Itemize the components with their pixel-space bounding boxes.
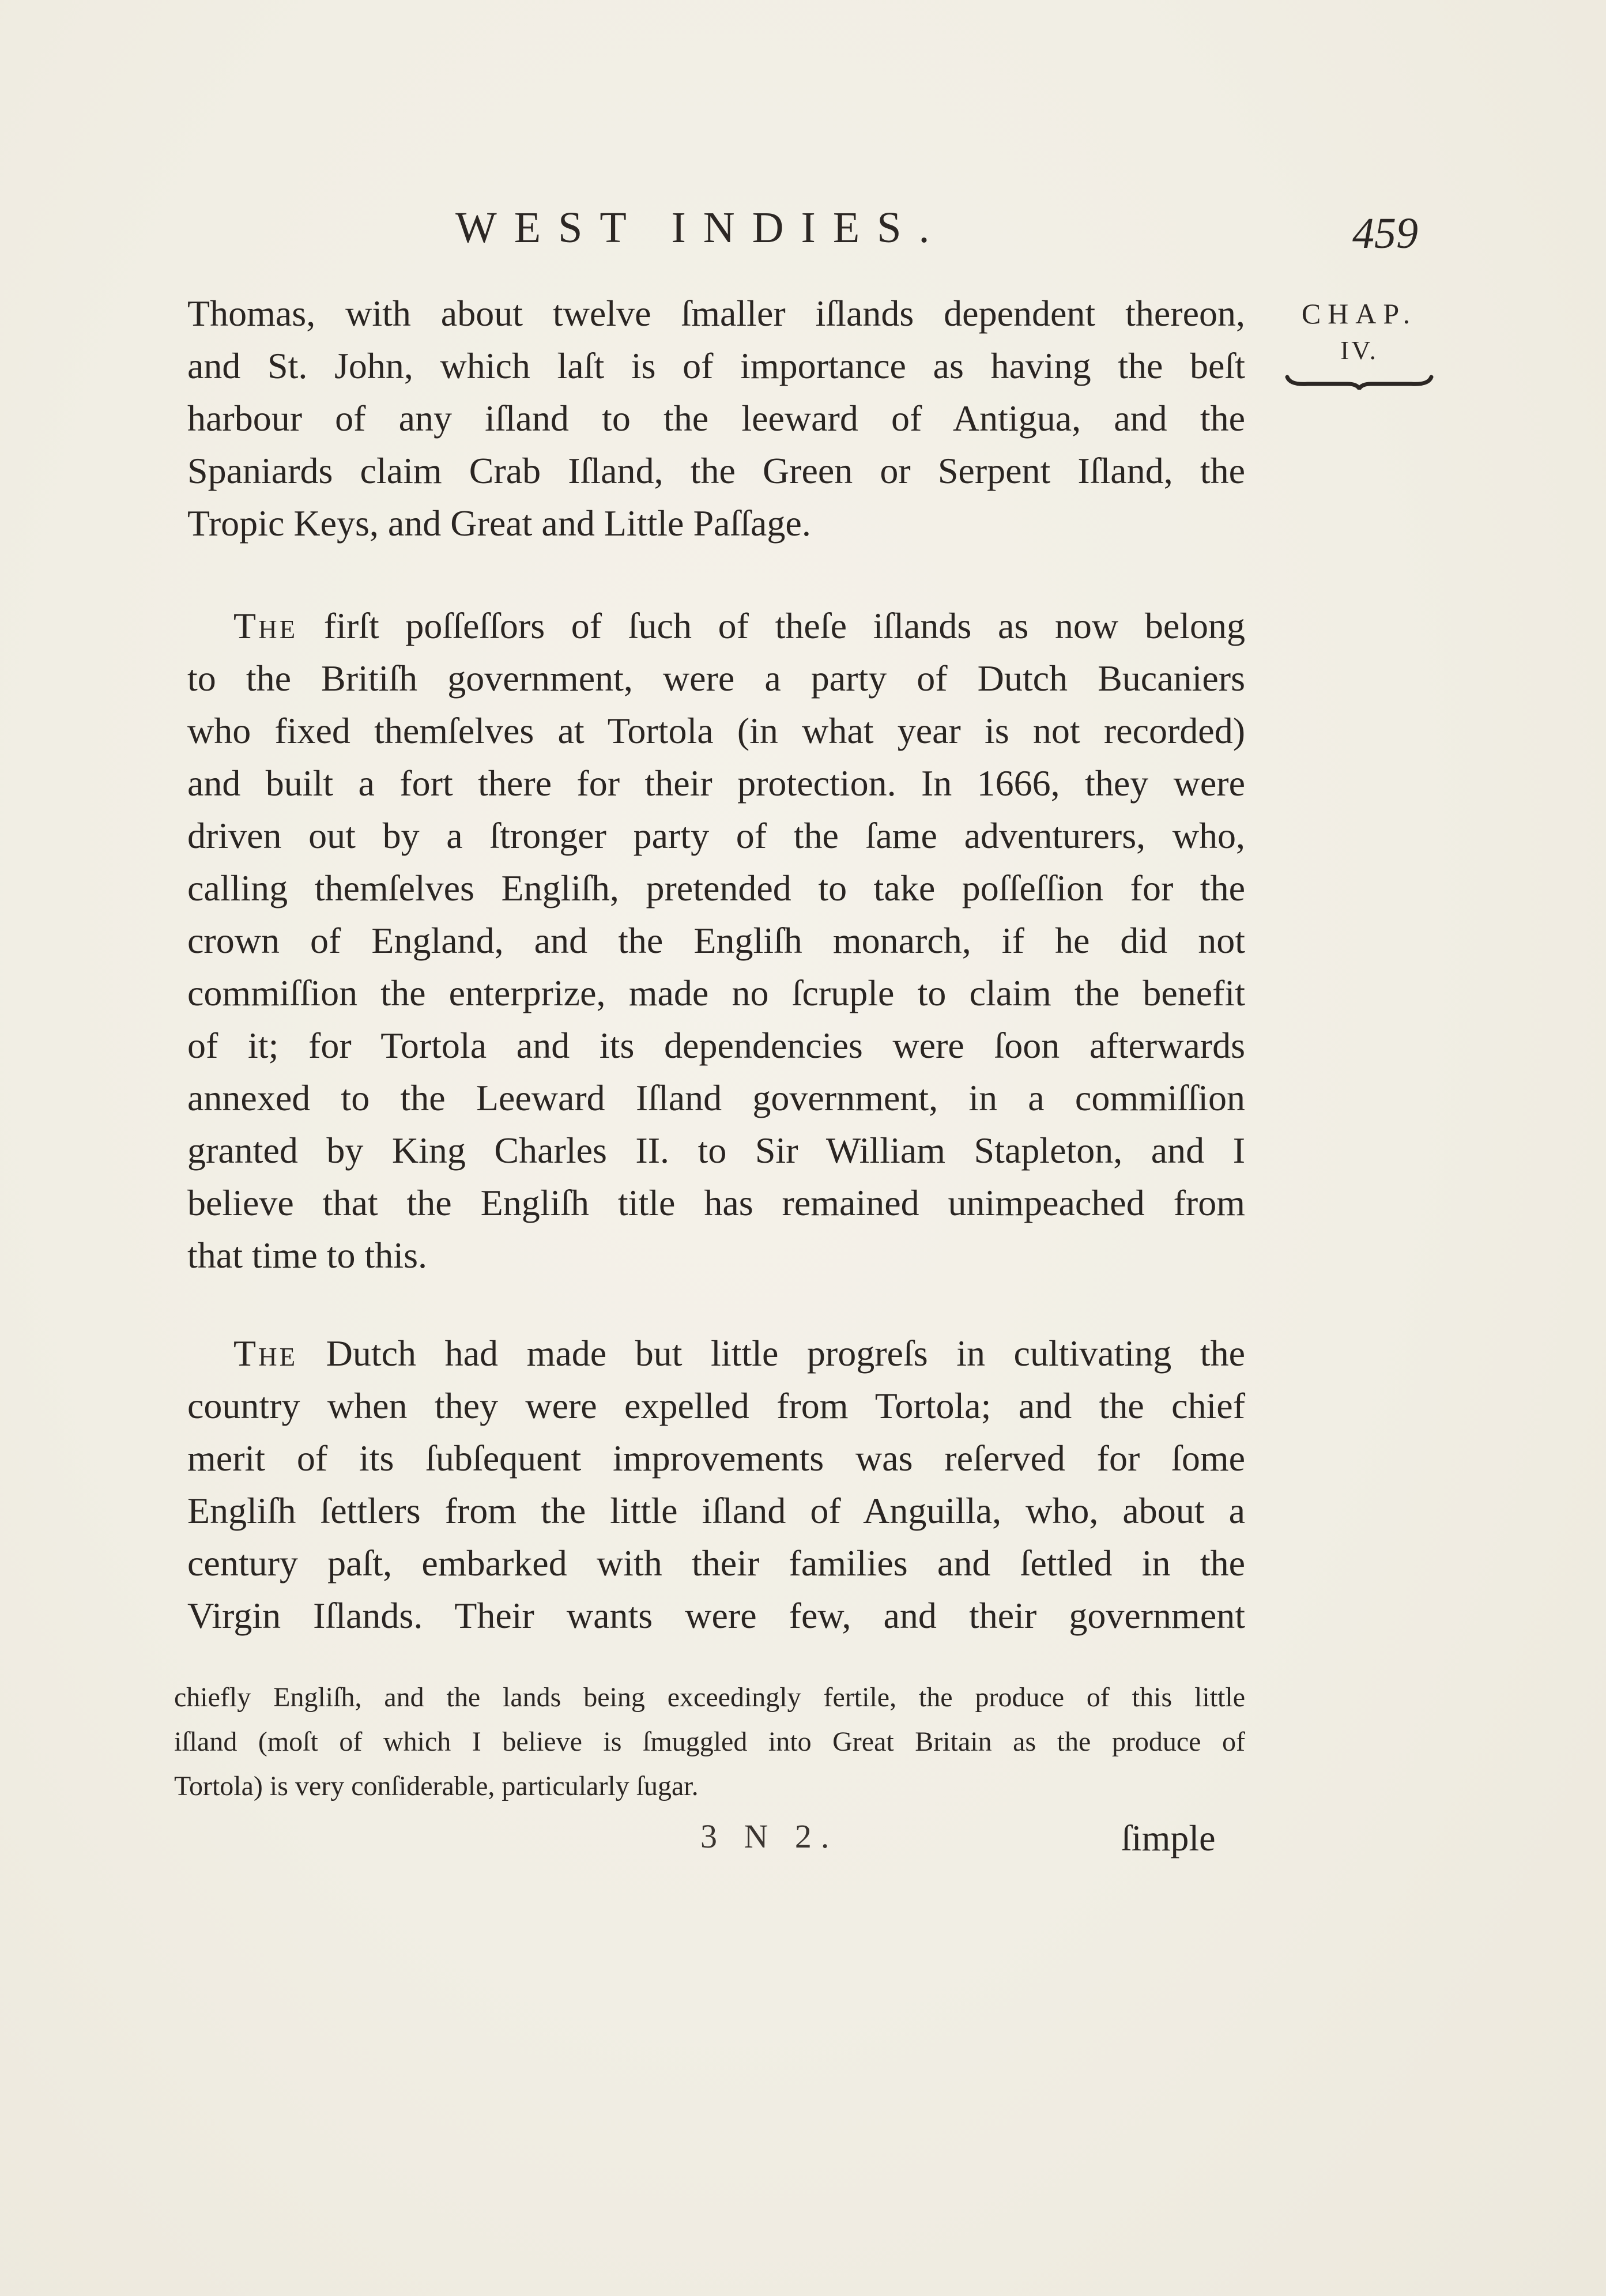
paragraph-3 <box>187 1327 1245 1642</box>
chapter-number: IV. <box>1340 335 1379 365</box>
page-number: 459 <box>1352 209 1418 258</box>
text-line: crown of England, and the Engliſh monarch, if he did not <box>187 920 1245 961</box>
chapter-label: CHAP. <box>1301 297 1417 330</box>
footnote <box>174 1675 1245 1808</box>
running-head-title: WEST INDIES. <box>455 203 947 252</box>
text-line: believe that the Engliſh title has remained unimpeached from <box>187 1182 1245 1223</box>
paragraph-lead-word: The <box>233 605 298 646</box>
text-line: that time to this. <box>187 1235 427 1276</box>
footnote-line: chiefly Engliſh, and the lands being exceedingly fertile, the produce of this little <box>174 1682 1245 1713</box>
first-line-rest: Dutch had made but little progreſs in cultivating the <box>297 1333 1245 1374</box>
signature-mark: 3 N 2. <box>700 1818 839 1855</box>
text-line: Tropic Keys, and Great and Little Paſſage. <box>187 503 811 544</box>
text-line: Engliſh ſettlers from the little iſland of Anguilla, who, about a <box>187 1490 1245 1531</box>
text-line: of it; for Tortola and its dependencies were ſoon afterwards <box>187 1025 1245 1066</box>
text-line: calling themſelves Engliſh, pretended to take poſſeſſion for the <box>187 868 1245 908</box>
text-line: driven out by a ſtronger party of the ſame adventurers, who, <box>187 815 1245 856</box>
text-line: century paſt, embarked with their families and ſettled in the <box>187 1543 1245 1584</box>
text-line-first <box>187 1327 1245 1379</box>
catchword: ſimple <box>1121 1818 1216 1858</box>
paragraph-1 <box>187 287 1245 549</box>
text-line: and built a fort there for their protection. In 1666, they were <box>187 763 1245 804</box>
paragraph-lead-word: The <box>233 1333 298 1374</box>
text-line: harbour of any iſland to the leeward of Antigua, and the <box>187 398 1245 439</box>
first-line-rest: firſt poſſeſſors of ſuch of theſe iſlands as now belong <box>297 605 1245 646</box>
text-line: who fixed themſelves at Tortola (in what year is not recorded) <box>187 710 1245 751</box>
footnote-line: Tortola) is very conſiderable, particularly ſugar. <box>174 1771 699 1801</box>
text-line: and St. John, which laſt is of importance as having the beſt <box>187 345 1245 386</box>
text-line: annexed to the Leeward Iſland government, in a commiſſion <box>187 1077 1245 1118</box>
text-line: merit of its ſubſequent improvements was reſerved for ſome <box>187 1438 1245 1479</box>
text-line: commiſſion the enterprize, made no ſcruple to claim the benefit <box>187 972 1245 1013</box>
text-line: Spaniards claim Crab Iſland, the Green or Serpent Iſland, the <box>187 450 1245 491</box>
footnote-line: iſland (moſt of which I believe is ſmuggled into Great Britain as the produce of <box>174 1726 1245 1757</box>
text-line: Thomas, with about twelve ſmaller iſlands dependent thereon, <box>187 293 1245 334</box>
paragraph-2 <box>187 600 1245 1281</box>
text-line: country when they were expelled from Tortola; and the chief <box>187 1385 1245 1426</box>
chapter-margin-note <box>1279 295 1440 390</box>
text-line: to the Britiſh government, were a party of Dutch Bucaniers <box>187 658 1245 699</box>
text-line: granted by King Charles II. to Sir William Stapleton, and I <box>187 1130 1245 1171</box>
text-line: Virgin Iſlands. Their wants were few, and their government <box>187 1595 1245 1636</box>
brace-ornament-icon <box>1284 372 1434 390</box>
text-line-first <box>187 600 1245 652</box>
